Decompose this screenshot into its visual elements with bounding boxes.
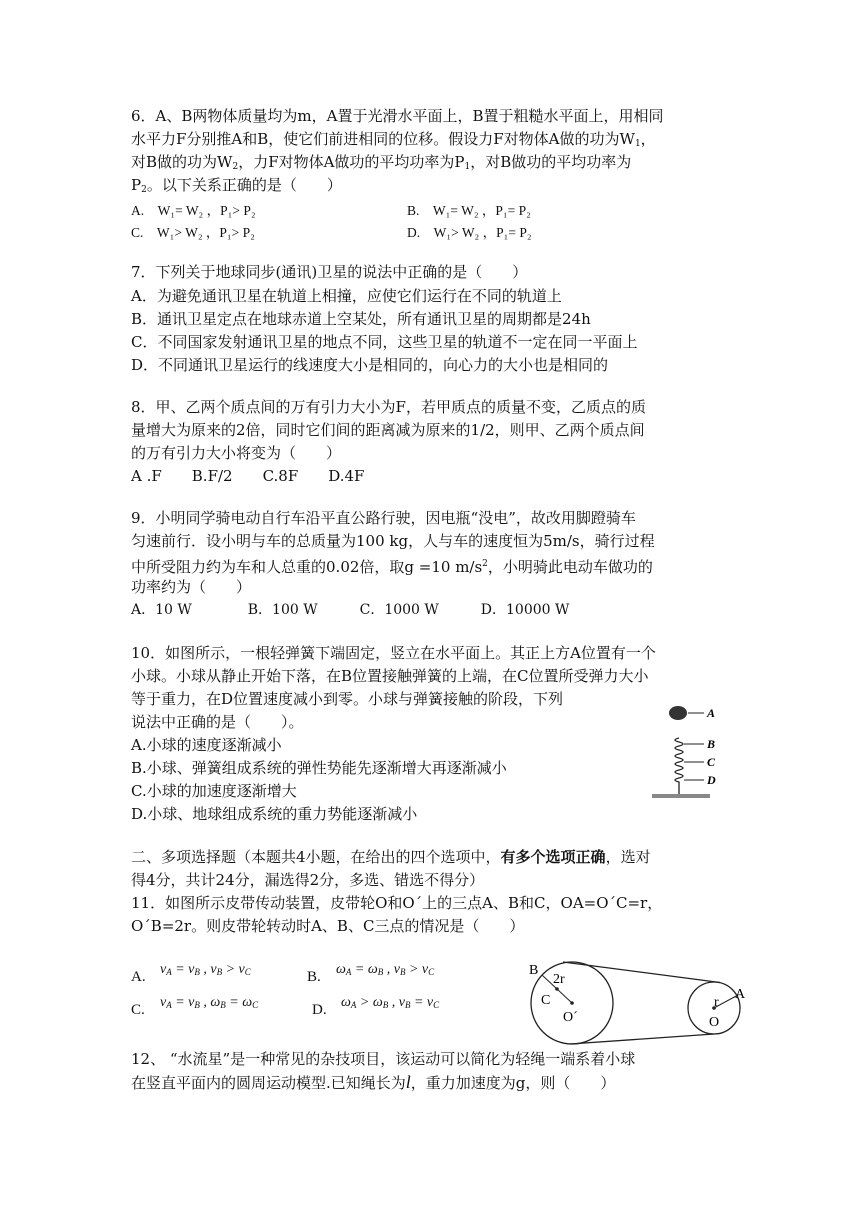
q10-option-a: A.小球的速度逐渐减小 bbox=[131, 736, 282, 754]
q6-line-2: 水平力F分别推A和B，使它们前进相同的位移。假设力F对物体A做的功为$W_1$， bbox=[131, 130, 656, 149]
label-o-prime: O´ bbox=[563, 1010, 578, 1025]
q6-option-d: D. W₁> W₂ ，P₁= P₂ bbox=[407, 225, 532, 240]
q8-options: A .F B.F/2 C.8F D.4F bbox=[131, 467, 365, 485]
section2-line-1: 二、多项选择题（本题共4小题，在给出的四个选项中，有多个选项正确，选对 bbox=[131, 848, 651, 866]
q10-option-b: B.小球、弹簧组成系统的弹性势能先逐渐增大再逐渐减小 bbox=[131, 759, 507, 777]
q7-option-a: A．为避免通讯卫星在轨道上相撞，应使它们运行在不同的轨道上 bbox=[131, 287, 562, 305]
q7-option-b: B．通讯卫星定点在地球赤道上空某处，所有通讯卫星的周期都是24h bbox=[131, 310, 591, 328]
q9-line-1: 9．小明同学骑电动自行车沿平直公路行驶，因电瓶“没电”，故改用脚蹬骑车 bbox=[131, 509, 636, 527]
q8-line-2: 量增大为原来的2倍，同时它们间的距离减为原来的1/2，则甲、乙两个质点间 bbox=[131, 421, 645, 439]
belt-pulley-figure bbox=[520, 958, 755, 1048]
q6-option-a: A. W₁= W₂ ，P₁> P₂ bbox=[131, 203, 256, 218]
label-a: A bbox=[707, 706, 716, 720]
q11-option-b-label: B. bbox=[307, 969, 321, 985]
ball bbox=[669, 706, 687, 720]
q11-option-a-formula: $v_A = v_B$ , $v_B > v_C$ bbox=[160, 962, 251, 977]
q6-option-b: B. W₁= W₂ ，P₁= P₂ bbox=[407, 203, 531, 218]
ground bbox=[652, 794, 710, 798]
q8-line-1: 8．甲、乙两个质点间的万有引力大小为F，若甲质点的质量不变，乙质点的质 bbox=[131, 398, 646, 416]
q6-line-1: 6．A、B两物体质量均为m，A置于光滑水平面上，B置于粗糙水平面上，用相同 bbox=[131, 107, 664, 125]
label-o: O bbox=[709, 1015, 720, 1030]
q9-line-2: 匀速前行．设小明与车的总质量为100 kg，人与车的速度恒为5m/s，骑行过程 bbox=[131, 532, 655, 550]
q8-line-3: 的万有引力大小将变为（ ） bbox=[131, 444, 342, 462]
q12-line-1: 12、 “水流星”是一种常见的杂技项目，该运动可以简化为轻绳一端系着小球 bbox=[131, 1050, 636, 1068]
q11-option-d-formula: $\omega_A > \omega_B$ , $v_B = v_C$ bbox=[341, 995, 440, 1010]
q9-line-3: 中所受阻力约为车和人总重的0.02倍，取g =10 $m/s^2$，小明骑此电动车做功的 bbox=[131, 558, 653, 576]
label-d: D bbox=[707, 773, 716, 787]
q9-line-4: 功率约为（ ） bbox=[131, 578, 252, 596]
q11-option-b-formula: $\omega_A = \omega_B$ , $v_B > v_C$ bbox=[336, 962, 435, 977]
q10-line-1: 10．如图所示，一根轻弹簧下端固定，竖立在水平面上。其正上方A位置有一个 bbox=[131, 644, 656, 662]
q6-option-c: C. W₁> W₂ ，P₁> P₂ bbox=[131, 225, 255, 240]
q6-line-3: 对B做的功为$W_2$，力F对物体A做功的平均功率为$P_1$，对B做功的平均功率为 bbox=[131, 153, 632, 172]
q6-line-4: $P_2$。以下关系正确的是（ ） bbox=[131, 176, 342, 195]
spring-coil bbox=[675, 738, 683, 796]
q7-option-c: C．不同国家发射通讯卫星的地点不同，这些卫星的轨道不一定在同一平面上 bbox=[131, 333, 638, 351]
q7-option-d: D．不同通讯卫星运行的线速度大小是相同的，向心力的大小也是相同的 bbox=[131, 356, 609, 374]
label-b: B bbox=[707, 737, 716, 751]
belt-top bbox=[563, 962, 720, 983]
q11-option-a-label: A. bbox=[131, 969, 146, 985]
spring-figure bbox=[650, 700, 730, 800]
section2-line-2: 得4分，共计24分，漏选得2分，多选、错选不得分） bbox=[131, 871, 485, 889]
q10-option-d: D.小球、地球组成系统的重力势能逐渐减小 bbox=[131, 805, 418, 823]
q10-option-c: C.小球的加速度逐渐增大 bbox=[131, 782, 297, 800]
q11-line-1: 11．如图所示皮带传动装置，皮带轮O和O´上的三点A、B和C，OA=O´C=r， bbox=[131, 894, 663, 912]
q11-option-c-formula: $v_A = v_B$ , $\omega_B = \omega_C$ bbox=[160, 995, 259, 1010]
label-b: B bbox=[529, 963, 539, 978]
q12-line-2: 在竖直平面内的圆周运动模型.已知绳长为l，重力加速度为g，则（ ） bbox=[131, 1072, 616, 1092]
q11-option-c-label: C. bbox=[131, 1002, 145, 1018]
label-a: A bbox=[735, 987, 746, 1002]
q11-line-2: O´B=2r。则皮带轮转动时A、B、C三点的情况是（ ） bbox=[131, 917, 525, 935]
q10-line-3: 等于重力，在D位置速度减小到零。小球与弹簧接触的阶段，下列 bbox=[131, 690, 564, 708]
q10-line-2: 小球。小球从静止开始下落，在B位置接触弹簧的上端，在C位置所受弹力大小 bbox=[131, 667, 649, 685]
q7-stem: 7．下列关于地球同步(通讯)卫星的说法中正确的是（ ） bbox=[131, 263, 528, 281]
label-c: C bbox=[707, 755, 716, 769]
label-c: C bbox=[541, 993, 551, 1008]
label-r: r bbox=[714, 995, 719, 1010]
q10-line-4: 说法中正确的是（ ）。 bbox=[131, 713, 304, 731]
q11-option-d-label: D. bbox=[312, 1002, 327, 1018]
q9-options: A．10 W B．100 W C．1000 W D．10000 W bbox=[131, 602, 570, 618]
label-2r: 2r bbox=[553, 972, 565, 987]
